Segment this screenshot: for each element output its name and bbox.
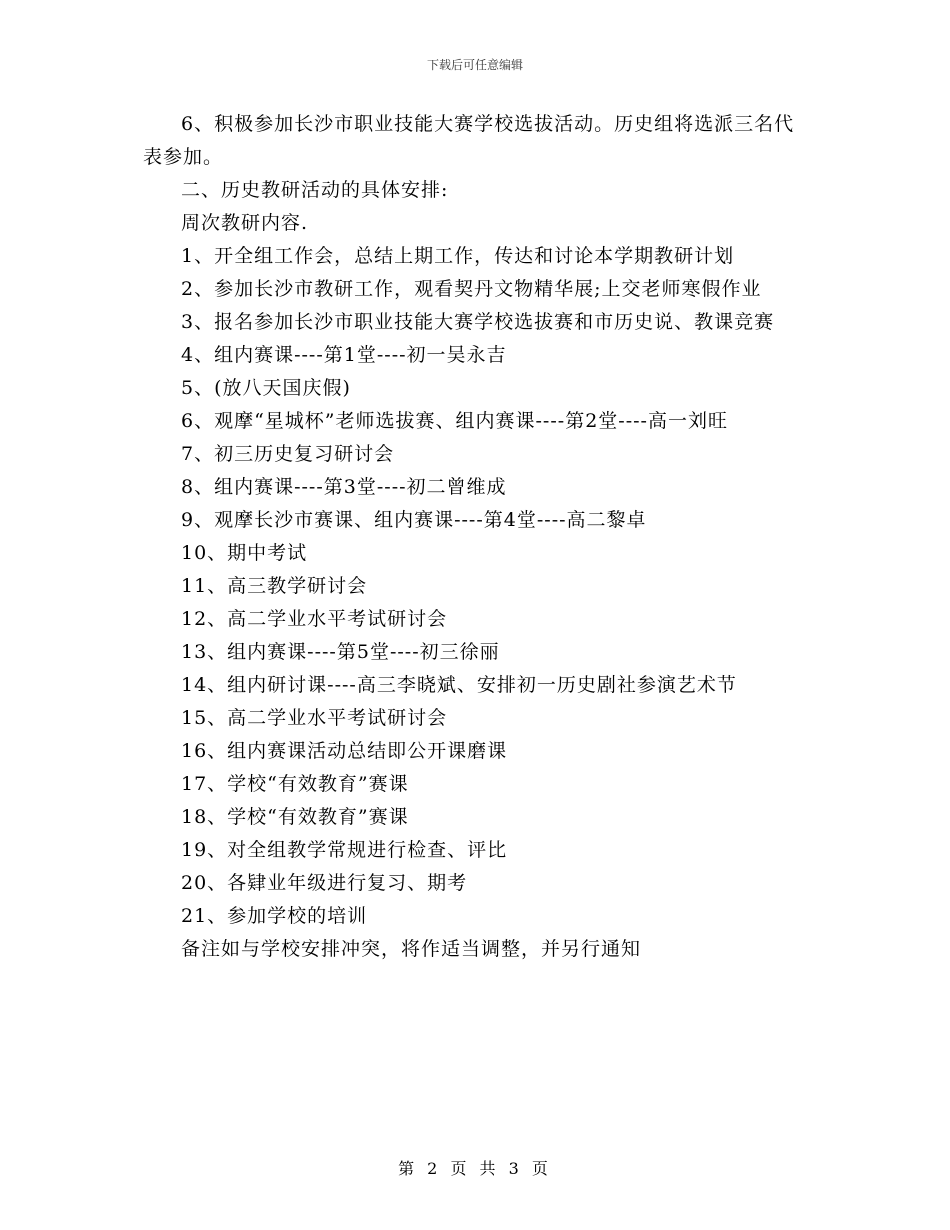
list-item: 19、对全组教学常规进行检查、评比 [181,839,508,861]
list-item: 16、组内赛课活动总结即公开课磨课 [181,740,508,762]
list-item: 3、报名参加长沙市职业技能大赛学校选拔赛和市历史说、教课竞赛 [181,311,775,333]
list-item: 11、高三教学研讨会 [181,575,368,597]
list-item: 20、各肄业年级进行复习、期考 [181,872,468,894]
list-item: 5、(放八天国庆假) [181,377,351,399]
list-item: 15、高二学业水平考试研讨会 [181,707,448,729]
list-item: 12、高二学业水平考试研讨会 [181,608,448,630]
page-footer: 第 2 页 共 3 页 [398,1159,552,1178]
paragraph: 6、积极参加长沙市职业技能大赛学校选拔活动。历史组将选派三名代表参加。 [143,113,795,168]
paragraph: 周次教研内容. [181,212,309,234]
list-item: 13、组内赛课----第5堂----初三徐丽 [181,641,500,663]
list-item: 2、参加长沙市教研工作，观看契丹文物精华展;上交老师寒假作业 [181,278,762,300]
list-item: 6、观摩“星城杯”老师选拔赛、组内赛课----第2堂----高一刘旺 [181,410,728,432]
note-paragraph: 备注如与学校安排冲突，将作适当调整，并另行通知 [181,938,642,960]
list-item: 4、组内赛课----第1堂----初一吴永吉 [181,344,507,366]
document-body [143,108,808,966]
page-header: 下载后可任意编辑 [426,58,523,72]
list-item: 14、组内研讨课----高三李晓斌、安排初一历史剧社参演艺术节 [181,674,737,696]
list-item: 10、期中考试 [181,542,308,564]
section-heading: 二、历史教研活动的具体安排: [181,179,449,201]
list-item: 8、组内赛课----第3堂----初二曾维成 [181,476,507,498]
list-item: 21、参加学校的培训 [181,905,368,927]
list-item: 7、初三历史复习研讨会 [181,443,395,465]
list-item: 18、学校“有效教育”赛课 [181,806,409,828]
list-item: 9、观摩长沙市赛课、组内赛课----第4堂----高二黎卓 [181,509,647,531]
list-item: 1、开全组工作会，总结上期工作，传达和讨论本学期教研计划 [181,245,735,267]
list-item: 17、学校“有效教育”赛课 [181,773,409,795]
